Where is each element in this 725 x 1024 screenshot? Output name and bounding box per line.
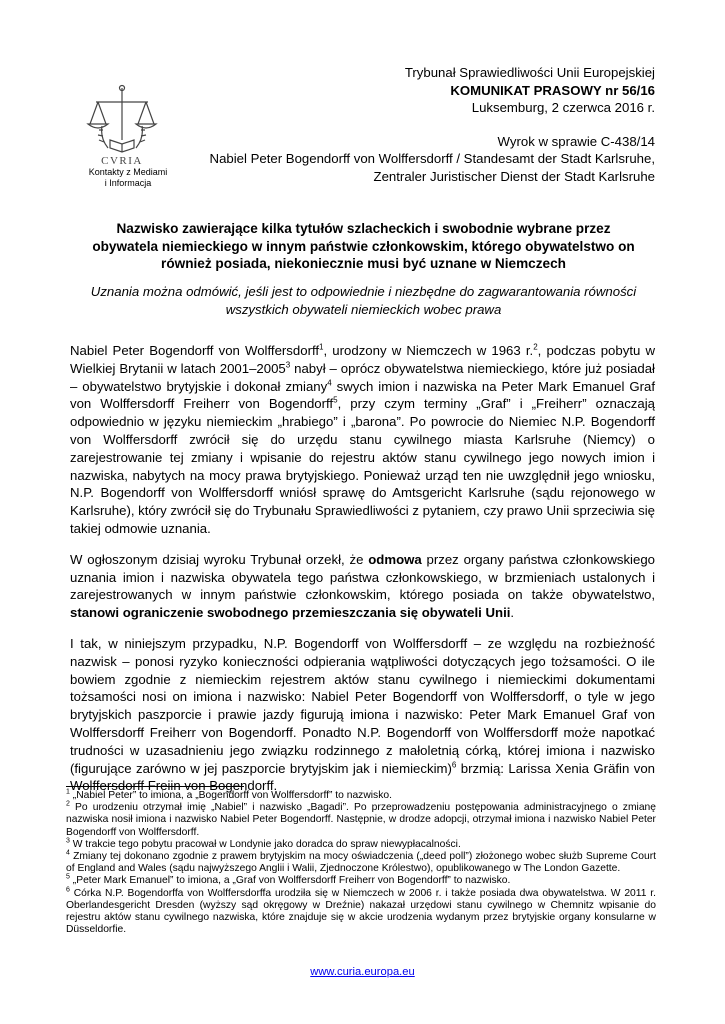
footnote-ref[interactable]: 4: [327, 378, 332, 388]
footnote: $^2$ Po urodzeniu otrzymał imię „Nabiel” i nazwisko „Bagadi”. Po przeprowadzeniu postępowania administracyjnego o zmianę nazwiska nosił imiona i nazwisko Nabiel Peter Bogendorff. Następnie, w drodze adopcji, otrzymał imiona i nazwisko Nabiel Peter Bogendorff von Wolffersdorff.: [66, 800, 656, 838]
footnote: $^1$ „Nabiel Peter” to imiona, a „Bogendorff von Wolffersdorff” to nazwisko.: [66, 788, 392, 801]
headline-line-2: obywatela niemieckiego w innym państwie członkowskim, którego obywatelstwo on: [92, 238, 635, 254]
case-parties-line-1: Nabiel Peter Bogendorff von Wolffersdorff / Standesamt der Stadt Karlsruhe,: [209, 151, 655, 166]
contact-line-2: i Informacja: [104, 178, 152, 188]
footnote: $^4$ Zmiany tej dokonano zgodnie z prawem brytyjskim na mocy oświadczenia („deed poll”) złożonego wobec służb Supreme Court of England and Wales (sądu najwyższego Anglii i Walii, Zjednoczone Królestwo), opublikowanego w The London Gazette.: [66, 849, 656, 875]
body-text: [70, 342, 655, 808]
paragraph-2: W ogłoszonym dzisiaj wyroku Trybunał orzekł, że odmowa przez organy państwa członkowskiego uznania imion i nazwiska obywatela tego państwa członkowskiego, w brzmieniach ustalonych i zarejestrowanych w innym państwie członkowskim, którego posiada on także obywatelstwo, stanowi ograniczenie swobodnego przemieszczania się obywateli Unii.: [70, 551, 655, 621]
paragraph-3: I tak, w niniejszym przypadku, N.P. Bogendorff von Wolffersdorff – ze względu na rozbieżność nazwisk – ponosi ryzyko konieczności odpierania wątpliwości dotyczących jego tożsamości. O ile bowiem zgodnie z niemieckim rejestrem aktów stanu cywilnego i niemieckimi dokumentami tożsamości nosi on imiona i nazwisko: Nabiel Peter Bogendorff von Wolffersdorff, o tyle w jego brytyjskich paszporcie i prawie jazdy figurują imiona i nazwisko: Peter Mark Emanuel Graf von Wolffersdorff Freiherr von Bogendorff. Ponadto N.P. Bogendorff von Wolffersdorff może napotkać trudności w uzasadnieniu jego związku rodzinnego z małoletnią córką, której imiona i nazwisko (figurujące zarówno w jej paszporcie brytyjskim jak i niemieckim)$^6$ brzmią: Larissa Xenia Gräfin von Wolffersdorff Freiin von Bogendorff.: [70, 635, 655, 794]
curia-website-link[interactable]: www.curia.europa.eu: [310, 966, 415, 978]
subheadline: [66, 283, 661, 318]
media-contact-label: [78, 167, 178, 189]
case-number: Wyrok w sprawie C-438/14: [497, 133, 655, 149]
press-release-header: [175, 64, 655, 185]
footnote-separator: [66, 786, 244, 787]
place-date: Luksemburg, 2 czerwca 2016 r.: [471, 100, 655, 115]
footnote-ref[interactable]: 5: [333, 396, 338, 405]
logo-caption: CVRIA: [101, 155, 143, 166]
press-release-number: KOMUNIKAT PRASOWY nr 56/16: [450, 82, 655, 98]
headline: [66, 220, 661, 273]
case-parties-line-2: Zentraler Juristischer Dienst der Stadt Karlsruhe: [373, 168, 655, 184]
footnote: $^3$ W trakcie tego pobytu pracował w Londynie jako doradca do spraw niewypłacalności.: [66, 837, 461, 850]
footnote: $^5$ „Peter Mark Emanuel” to imiona, a „Graf von Wolffersdorff Freiherr von Bogendorff” to nazwisko.: [66, 874, 511, 887]
scales-of-justice-icon: [82, 82, 162, 166]
contact-line-1: Kontakty z Mediami: [88, 167, 168, 177]
footnote-ref[interactable]: 1: [319, 342, 324, 352]
footnote-ref[interactable]: 6: [451, 760, 457, 770]
footnotes: [66, 790, 656, 936]
footnote-ref[interactable]: 3: [285, 360, 291, 370]
headline-line-3: również posiada, niekoniecznie musi być uznane w Niemczech: [161, 256, 566, 271]
footnote: $^6$ Córka N.P. Bogendorffa von Wolffersdorffa urodziła się w Niemczech w 2006 r. i także posiada dwa obywatelstwa. W 2011 r. Oberlandesgericht Dresden (wyższy sąd okręgowy w Dreźnie) nakazał urzędowi stanu cywilnego w Chemnitz wpisanie do rejestru aktów stanu cywilnego nazwiska, które znajduje się w akcie urodzenia wydanym przez brytyjskie organy konsularne w Düsseldorfie.: [66, 886, 656, 936]
paragraph-1: Nabiel Peter Bogendorff von Wolffersdorff$^1$, urodzony w Niemczech w 1963 r.$^2$, podczas pobytu w Wielkiej Brytanii w latach 2001–2005$^3$ nabył – oprócz obywatelstwa niemieckiego, które już posiadał – obywatelstwo brytyjskie i dokonał zmiany$^4$ swych imion i nazwiska na Peter Mark Emanuel Graf von Wolffersdorff Freiherr von Bogendorff$^5$, przy czym terminy „Graf” i „Freiherr” oznaczają odpowiednio w języku niemieckim „hrabiego” i „barona”. Po powrocie do Niemiec N.P. Bogendorff von Wolffersdorff zwrócił się do urzędu stanu cywilnego miasta Karlsruhe (Niemcy) o zarejestrowanie tej zmiany i wpisanie do rejestru aktów stanu cywilnego jego nowych imion i nazwiska, nabytych na mocy prawa brytyjskiego. Ponieważ urząd ten nie uwzględnił jego wniosku, N.P. Bogendorff von Wolffersdorff wniósł sprawę do Amtsgericht Karlsruhe (sądu rejonowego w Karlsruhe), który zwrócił się do Trybunału Sprawiedliwości z pytaniem, czy prawo Unii sprzeciwia się takiej odmowie uznania.: [70, 342, 656, 536]
headline-line-1: Nazwisko zawierające kilka tytułów szlacheckich i swobodnie wybrane przez: [116, 221, 611, 236]
subheadline-line-2: wszystkich obywateli niemieckich wobec prawa: [225, 301, 502, 317]
subheadline-line-1: Uznania można odmówić, jeśli jest to odpowiednie i niezbędne do zagwarantowania równości: [90, 284, 637, 299]
court-name: Trybunał Sprawiedliwości Unii Europejskiej: [404, 65, 655, 80]
footnote-ref[interactable]: 2: [533, 342, 538, 352]
page-footer: [0, 966, 725, 978]
